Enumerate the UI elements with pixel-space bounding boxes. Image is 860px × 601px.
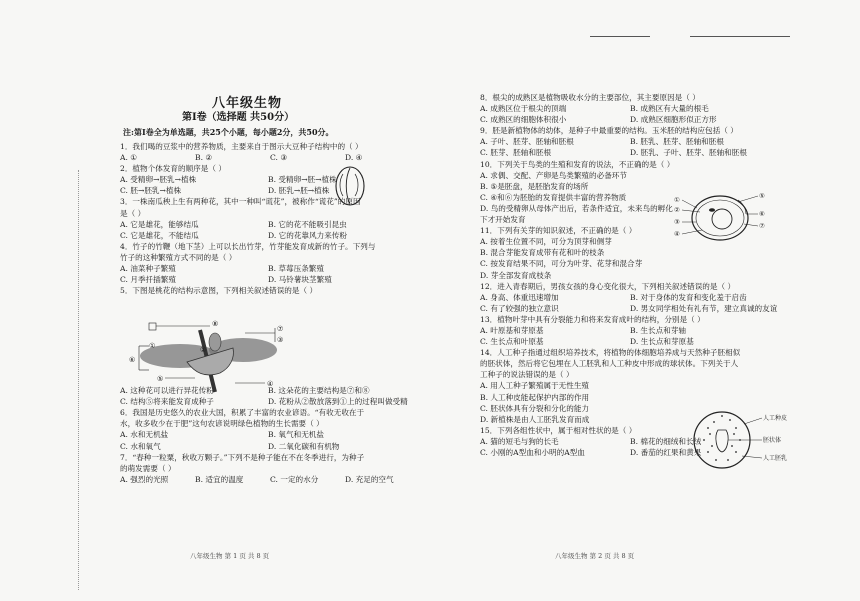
option-row — [120, 429, 470, 440]
answer-option: B. 氧气和无机盐 — [268, 430, 324, 440]
option-row — [120, 219, 470, 230]
page-footer-right: 八年级生物 第 2 页 共 8 页 — [555, 552, 635, 560]
question-line: 7．“春种一粒粟，秋收万颗子。”下列不是种子能在不在冬季进行，为种子 — [120, 452, 365, 462]
answer-option: A. 子叶、胚芽、胚轴和胚根 — [480, 137, 574, 147]
egg-label: ⑤ — [759, 192, 765, 200]
exam-title: 八年级生物 — [212, 96, 283, 111]
answer-option: D. 成熟区细胞形似正方形 — [630, 115, 717, 125]
answer-option: B. ② — [195, 153, 213, 163]
question-line: 5．下图是桃花的结构示意图，下列相关叙述错误的是（ ） — [120, 286, 318, 296]
answer-option: D. 胚乳、子叶、胚芽、胚轴和胚根 — [630, 148, 747, 158]
question-line: 的萌发需要（ ） — [120, 463, 176, 473]
question-line: 是（ ） — [120, 208, 146, 218]
question-line: 14．人工种子指通过组织培养技术，将植物的体细胞培养成与天然种子胚相似 — [480, 348, 741, 358]
option-row — [480, 336, 840, 347]
answer-option: B. 对于身体的发育和变化羞于启齿 — [630, 292, 747, 302]
answer-option: A. 猫的短毛与狗的长毛 — [480, 436, 559, 446]
answer-option: A. 它是雄花，能够结瓜 — [120, 219, 199, 229]
question-line: D. 鸟的受精卵从母体产出后，若条件适宜，未来鸟的孵化 — [480, 203, 673, 213]
question-line: 8．根尖的成熟区是植物吸收水分的主要部位，其主要原因是（ ） — [480, 93, 700, 102]
soybean-seed-figure — [325, 160, 375, 210]
page-footer-left: 八年级生物 第 1 页 共 8 页 — [190, 552, 270, 560]
option-row — [120, 274, 470, 285]
option-row — [480, 103, 840, 114]
question-line: 15．下列各组性状中，属于相对性状的是（ ） — [480, 425, 637, 435]
answer-option: A. 水和无机盐 — [120, 430, 169, 440]
question-line: B. ⑤是胚盘，是胚胎发育的场所 — [480, 181, 589, 191]
answer-option: A. 油菜种子繁殖 — [120, 264, 176, 274]
answer-option: A. 强烈的光照 — [120, 474, 169, 484]
question-line — [120, 296, 470, 307]
answer-option: B. 受精卵→胚→植株 — [268, 175, 337, 185]
answer-option: C. 生长点和叶原基 — [480, 337, 544, 347]
peach-label: ③ — [277, 336, 284, 344]
answer-option: C. 结构⑤将来能发育成种子 — [120, 397, 214, 407]
seed-label: 胚状体 — [763, 437, 782, 444]
option-row — [120, 174, 470, 185]
peach-label: ⑦ — [277, 325, 284, 333]
question-line — [120, 307, 470, 318]
endosperm-dots — [703, 415, 741, 461]
option-row — [120, 474, 470, 485]
answer-option: D. 胚乳→胚→植株 — [268, 186, 330, 196]
answer-option: C. 成熟区的细胞体积很小 — [480, 115, 567, 125]
question-line: D. 芽全部发育成枝条 — [480, 270, 552, 280]
answer-option: A. 受精卵→胚乳→植株 — [120, 175, 197, 185]
peach-label: ⑤ — [157, 375, 164, 383]
question-line: A. 用人工种子繁殖属于无性生殖 — [480, 381, 590, 391]
option-row — [480, 303, 840, 314]
answer-option: C. 胚→胚乳→植株 — [120, 186, 182, 196]
option-row — [480, 136, 840, 147]
question-line: 工种子的说法错误的是（ ） — [480, 370, 574, 380]
option-row — [480, 114, 840, 125]
answer-option: A. ① — [120, 153, 138, 163]
answer-option: B. 草莓压条繁殖 — [268, 264, 324, 274]
left-column — [120, 141, 470, 485]
question-line: B. 人工种皮能起保护内部的作用 — [480, 392, 590, 402]
option-row — [120, 185, 470, 196]
question-line: C. 胚状体具有分裂和分化的能力 — [480, 403, 590, 413]
bird-egg-figure — [672, 188, 767, 248]
question-line: 水，收多收少在于肥”这句农谚说明绿色植物的生长需要（ ） — [120, 419, 324, 429]
answer-option: B. 生长点和芽轴 — [630, 325, 686, 335]
answer-option: D. 男女同学相处有礼有节，建立真诚的友谊 — [630, 303, 778, 313]
answer-option: B. 胚乳、胚芽、胚轴和胚根 — [630, 137, 724, 147]
option-row — [120, 396, 470, 407]
section-title: 第Ⅰ卷（选择题 共50分） — [182, 112, 295, 123]
answer-option: B. 适宜的温度 — [195, 474, 244, 484]
option-row — [480, 292, 840, 303]
option-row — [480, 325, 840, 336]
question-line: C. 按发育结果不同，可分为叶芽、花芽和混合芽 — [480, 259, 643, 269]
peach-label: ④ — [267, 380, 274, 388]
question-line: 11．下列有关芽的知识叙述，不正确的是（ ） — [480, 226, 637, 236]
answer-option: A. 身高、体重迅速增加 — [480, 292, 559, 302]
binding-line — [78, 170, 79, 590]
section-note: 注:第Ⅰ卷全为单选题，共25个小题，每小题2分，共50分。 — [123, 127, 334, 137]
answer-option: B. 棉花的细绒和长绒 — [630, 436, 702, 446]
answer-option: D. 花粉从②散放落到①上的过程叫做受精 — [268, 397, 408, 407]
egg-label: ① — [674, 196, 680, 204]
answer-option: B. 它的花不能吸引昆虫 — [268, 219, 347, 229]
answer-option: A. 这种花可以进行异花传粉 — [120, 386, 214, 396]
answer-option: C. 一定的水分 — [270, 474, 319, 484]
egg-label: ③ — [674, 218, 680, 226]
artificial-seed-figure — [690, 400, 840, 480]
question-line: 13．植物叶芽中具有分裂能力和将来发育成叶的结构，分别是（ ） — [480, 314, 705, 324]
answer-option: D. 马铃薯块茎繁殖 — [268, 275, 332, 285]
answer-option: D. 充足的空气 — [345, 474, 394, 484]
question-line: 竹子的这种繁殖方式不同的是（ ） — [120, 252, 237, 262]
question-line: 的胚状体，然后将它包埋在人工胚乳和人工种皮中形成的球状体。下列关于人 — [480, 359, 739, 369]
seed-label: 人工种皮 — [763, 415, 788, 422]
question-line: 4．竹子的竹鞭（地下茎）上可以长出竹芽，竹芽能发育成新的竹子。下列与 — [120, 241, 376, 251]
peach-label: ⑥ — [129, 356, 136, 364]
question-line: 2．植物个体发育的顺序是（ ） — [120, 164, 226, 174]
question-line: A. 求偶、交配、产卵是鸟类繁殖的必备环节 — [480, 170, 627, 180]
answer-option: C. ③ — [270, 153, 288, 163]
question-line: 12．进入青春期后，男孩女孩的身心变化很大，下列相关叙述错误的是（ ） — [480, 281, 736, 291]
answer-option: C. 小刚的A型血和小明的A型血 — [480, 448, 585, 457]
answer-option: B. 这朵花的主要结构是⑦和⑧ — [268, 386, 370, 396]
option-row — [120, 441, 470, 452]
header-rule — [590, 36, 650, 37]
peach-label: ⑧ — [212, 320, 219, 328]
answer-option: C. 有了较强的独立意识 — [480, 303, 559, 313]
question-line: D. 新植株是由人工胚乳发育而成 — [480, 414, 590, 424]
question-line: 9．胚是新植物体的幼体，是种子中最重要的结构。玉米胚的结构应包括（ ） — [480, 126, 738, 136]
answer-option: C. 它是雄花，不能结瓜 — [120, 230, 199, 240]
answer-option: D. ④ — [345, 153, 363, 163]
answer-option: D. 它的花靠风力来传粉 — [268, 230, 347, 240]
egg-label: ④ — [674, 230, 680, 238]
question-line: C. ④和⑥为胚胎的发育提供丰富的营养物质 — [480, 192, 627, 202]
option-row — [120, 230, 470, 241]
question-line: 1．我们喝的豆浆中的营养物质，主要来自于图示大豆种子结构中的（ ） — [120, 142, 363, 151]
question-line: 下才开始发育 — [480, 215, 526, 225]
seed-label: 人工胚乳 — [763, 455, 788, 462]
answer-option: A. 成熟区位于根尖的顶端 — [480, 104, 567, 114]
egg-label: ⑦ — [759, 222, 765, 230]
question-line: A. 按着生位置不同，可分为顶芽和侧芽 — [480, 237, 612, 247]
answer-option: D. 二氧化碳和有机物 — [268, 441, 340, 451]
peach-label: ① — [149, 342, 156, 350]
header-rule — [690, 36, 790, 37]
egg-label: ② — [674, 206, 680, 214]
option-row — [480, 147, 840, 158]
question-line: 3．一株南瓜秧上生有两种花，其中一种叫“谎花”，被称作“谎花”的原因 — [120, 197, 361, 207]
answer-option: D. 番茄的红果和黄果 — [630, 448, 702, 457]
answer-option: D. 生长点和芽原基 — [630, 337, 694, 347]
answer-option: A. 叶原基和芽原基 — [480, 325, 544, 335]
option-row — [120, 263, 470, 274]
question-line: 10．下列关于鸟类的生殖和发育的说法，不正确的是（ ） — [480, 159, 675, 169]
answer-option: C. 胚芽、胚轴和胚根 — [480, 148, 552, 158]
answer-option: C. 水和氧气 — [120, 441, 161, 451]
question-line: 6．我国是历史悠久的农业大国，积累了丰富的农业谚语。“有收无收在于 — [120, 408, 365, 418]
peach-label: ② — [200, 346, 207, 354]
answer-option: B. 成熟区有大量的根毛 — [630, 104, 709, 114]
question-line: B. 混合芽能发育成带有花和叶的枝条 — [480, 248, 605, 258]
option-row — [120, 152, 470, 163]
answer-option: C. 月季扦插繁殖 — [120, 275, 176, 285]
peach-flower-figure — [125, 318, 300, 396]
egg-label: ⑥ — [759, 210, 765, 218]
